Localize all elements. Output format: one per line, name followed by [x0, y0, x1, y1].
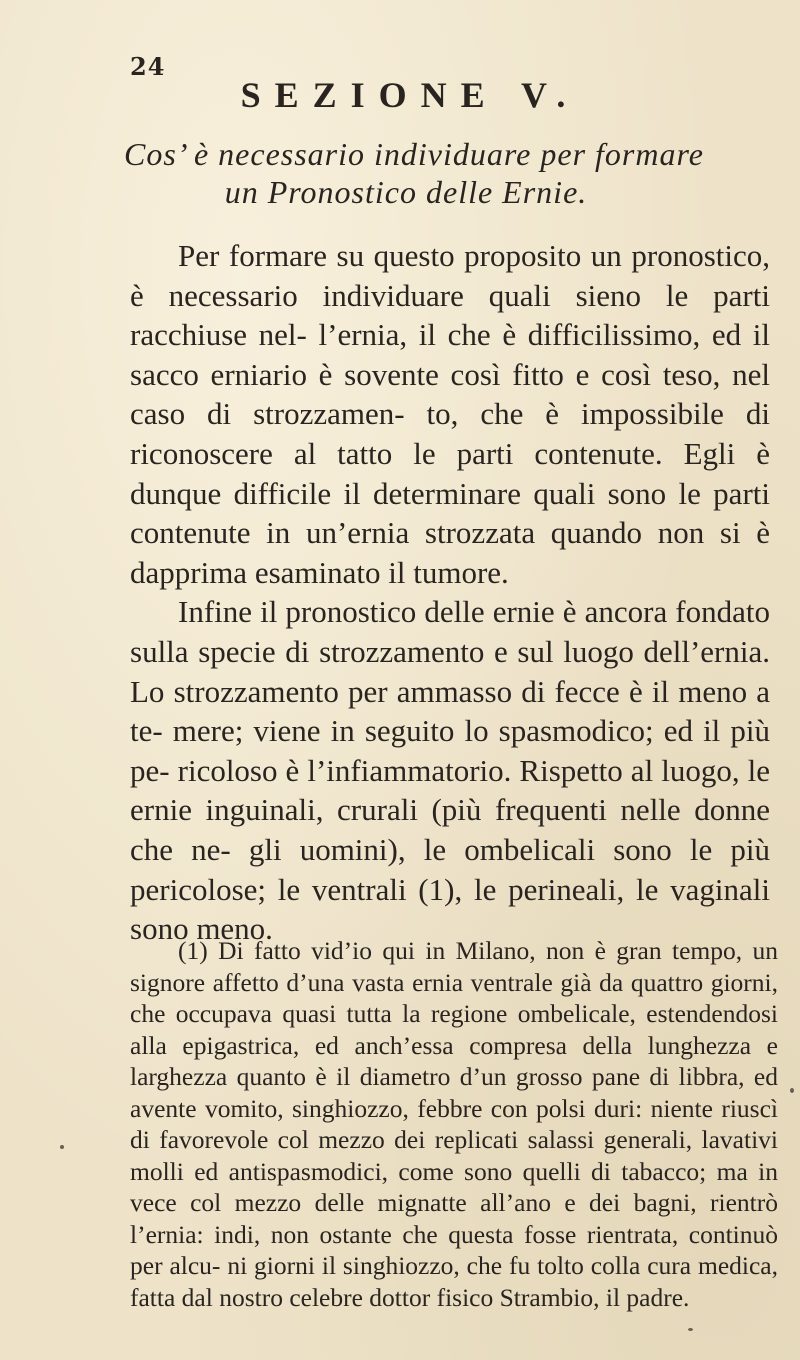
- subtitle-line-2: un Pronostico delle Ernie.: [224, 174, 588, 210]
- paragraph-prognosis-parts: Per formare su questo proposito un pronostico, è necessario individuare quali sieno le parti racchiuse nel- l’ernia, il che è difficilissimo, ed il sacco erniario è sovente così fitto e così teso, nel caso di strozzamen- to, che è impossibile di riconoscere al tatto le parti contenute. Egli è dunque difficile il determinare quali sono le parti contenute in un’ernia strozzata quando non si è dapprima esaminato il tumore.: [130, 238, 770, 590]
- paper-speck: [60, 1145, 64, 1149]
- paper-speck: [688, 1328, 693, 1331]
- main-text: [130, 236, 770, 949]
- page-number: 24: [130, 52, 166, 81]
- subtitle-line-1: Cos’ è necessario individuare per formare: [124, 136, 704, 172]
- paper-speck: [790, 1088, 794, 1093]
- footnote-text: (1) Di fatto vid’io qui in Milano, non è gran tempo, un signore affetto d’una vasta ernia ventrale già da quattro giorni, che occupava quasi tutta la regione ombelicale, estendendosi alla epigastrica, ed anch’essa compresa della lunghezza e larghezza quanto è il diametro d’un grosso pane di libbra, ed avente vomito, singhiozzo, febbre con polsi duri: niente riuscì di favorevole col mezzo dei replicati salassi generali, lavativi molli ed antispasmodici, come sono quelli di tabacco; ma in vece col mezzo delle mignatte all’ano e dei bagni, rientrò l’ernia: indi, non ostante che questa fosse rientrata, continuò per alcu- ni giorni il singhiozzo, che fu tolto colla cura medica, fatta dal nostro celebre dottor fisico Strambio, il padre.: [130, 936, 778, 1312]
- section-title: SEZIONE V.: [240, 75, 580, 115]
- footnote: [130, 935, 778, 1313]
- paragraph-prognosis-strangulation: Infine il pronostico delle ernie è ancora fondato sulla specie di strozzamento e sul luogo dell’ernia. Lo strozzamento per ammasso di fecce è il meno a te- mere; viene in seguito lo spasmodico; ed il più pe- ricoloso è l’infiammatorio. Rispetto al luogo, le ernie inguinali, crurali (più frequenti nelle donne che ne- gli uomini), le ombelicali sono le più pericolose; le ventrali (1), le perineali, le vaginali sono meno.: [130, 594, 770, 947]
